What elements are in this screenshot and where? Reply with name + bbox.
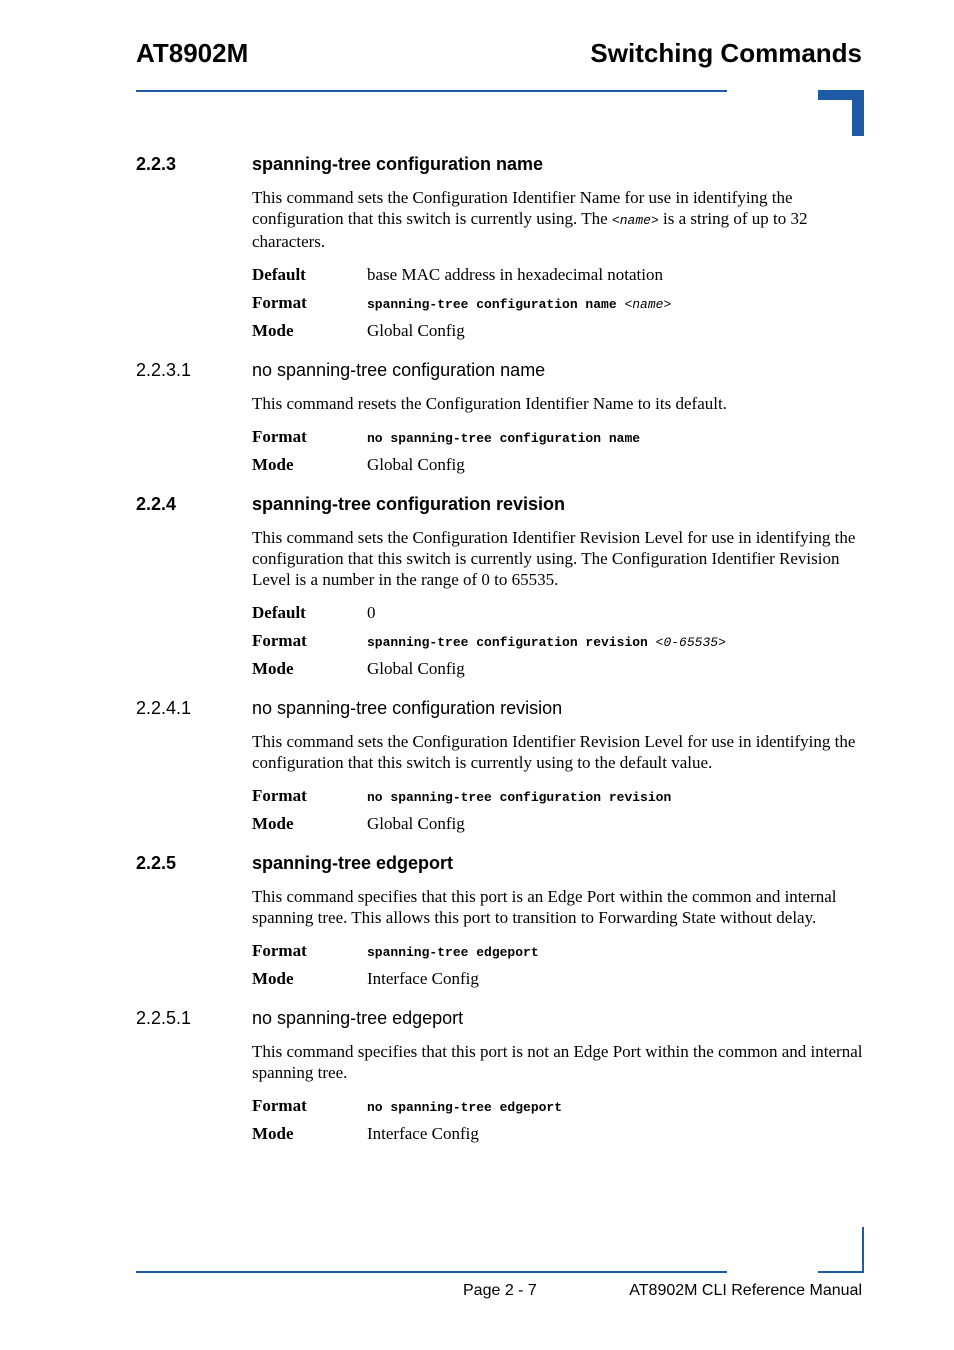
section-number: 2.2.3.1 (136, 360, 192, 380)
section-heading (136, 695, 866, 721)
format-label: Format (252, 941, 307, 960)
mode-label: Mode (252, 1124, 294, 1143)
format-argument: <name> (624, 297, 672, 312)
page-content (136, 151, 866, 1148)
header-corner-mark (818, 90, 864, 136)
section-title: spanning-tree configuration revision (252, 494, 566, 514)
mode-value: Global Config (367, 814, 465, 833)
mode-row (252, 451, 866, 479)
format-label: Format (252, 1096, 307, 1115)
section-title: spanning-tree edgeport (252, 853, 454, 873)
section-number: 2.2.4 (136, 494, 177, 514)
mode-row (252, 655, 866, 683)
format-command: no spanning-tree configuration name (367, 431, 641, 446)
mode-row (252, 810, 866, 838)
section-description: This command specifies that this port is not an Edge Port within the common and internal spanning tree. (252, 1042, 863, 1082)
section-2-2-5-1 (136, 1005, 866, 1148)
footer-page-number: Page 2 - 7 (463, 1282, 537, 1299)
format-label: Format (252, 631, 307, 650)
mode-label: Mode (252, 321, 294, 340)
inline-code: <name> (611, 213, 659, 228)
mode-row (252, 317, 866, 345)
section-description: This command resets the Configuration Identifier Name to its default. (252, 394, 727, 413)
section-description: This command sets the Configuration Identifier Name for use in identifying the configuration that this switch is currently using. The <name> is a string of up to 32 characters. (252, 188, 808, 251)
section-2-2-4-1 (136, 695, 866, 838)
format-label: Format (252, 786, 307, 805)
mode-value: Global Config (367, 455, 465, 474)
format-command: no spanning-tree edgeport (367, 1100, 563, 1115)
mode-label: Mode (252, 814, 294, 833)
section-number: 2.2.3 (136, 154, 177, 174)
section-2-2-5 (136, 850, 866, 993)
section-2-2-4 (136, 491, 866, 683)
mode-value: Interface Config (367, 969, 479, 988)
footer-rule (136, 1271, 727, 1273)
mode-value: Interface Config (367, 1124, 479, 1143)
default-value: 0 (367, 603, 376, 622)
mode-row (252, 1120, 866, 1148)
mode-label: Mode (252, 455, 294, 474)
header-product-name: AT8902M (136, 38, 249, 68)
mode-label: Mode (252, 969, 294, 988)
default-row (252, 261, 866, 289)
default-label: Default (252, 265, 306, 284)
section-description: This command sets the Configuration Identifier Revision Level for use in identifying the configuration that this switch is currently using. The Configuration Identifier Revision Level is a number in the range of 0 to 65535. (252, 528, 856, 589)
format-command: no spanning-tree configuration revision (367, 790, 672, 805)
section-title: spanning-tree configuration name (252, 154, 544, 174)
section-title: no spanning-tree edgeport (252, 1008, 464, 1028)
section-number: 2.2.5.1 (136, 1008, 192, 1028)
format-row (252, 289, 866, 317)
section-title: no spanning-tree configuration revision (252, 698, 563, 718)
format-command: spanning-tree edgeport (367, 945, 539, 960)
format-command: spanning-tree configuration revision <0-65535> (367, 635, 726, 650)
section-heading (136, 151, 866, 177)
format-row (252, 1092, 866, 1120)
section-heading (136, 357, 866, 383)
section-heading (136, 491, 866, 517)
mode-row (252, 965, 866, 993)
section-2-2-3 (136, 151, 866, 345)
mode-label: Mode (252, 659, 294, 678)
format-row (252, 627, 866, 655)
format-row (252, 423, 866, 451)
format-label: Format (252, 427, 307, 446)
section-title: no spanning-tree configuration name (252, 360, 546, 380)
format-row (252, 937, 866, 965)
header-chapter-title: Switching Commands (590, 38, 862, 68)
header-rule (136, 90, 727, 92)
format-argument: <0-65535> (655, 635, 726, 650)
section-description: This command specifies that this port is an Edge Port within the common and internal spanning tree. This allows this port to transition to Forwarding State without delay. (252, 887, 837, 927)
format-command: spanning-tree configuration name <name> (367, 297, 672, 312)
section-number: 2.2.4.1 (136, 698, 192, 718)
section-2-2-3-1 (136, 357, 866, 479)
section-heading (136, 850, 866, 876)
footer-manual-title: AT8902M CLI Reference Manual (629, 1282, 862, 1299)
section-heading (136, 1005, 866, 1031)
section-number: 2.2.5 (136, 853, 177, 873)
mode-value: Global Config (367, 659, 465, 678)
default-value: base MAC address in hexadecimal notation (367, 265, 664, 284)
format-label: Format (252, 293, 307, 312)
footer-corner-mark (818, 1227, 864, 1273)
section-description: This command sets the Configuration Identifier Revision Level for use in identifying the configuration that this switch is currently using to the default value. (252, 732, 856, 772)
default-label: Default (252, 603, 306, 622)
default-row (252, 599, 866, 627)
format-row (252, 782, 866, 810)
mode-value: Global Config (367, 321, 465, 340)
